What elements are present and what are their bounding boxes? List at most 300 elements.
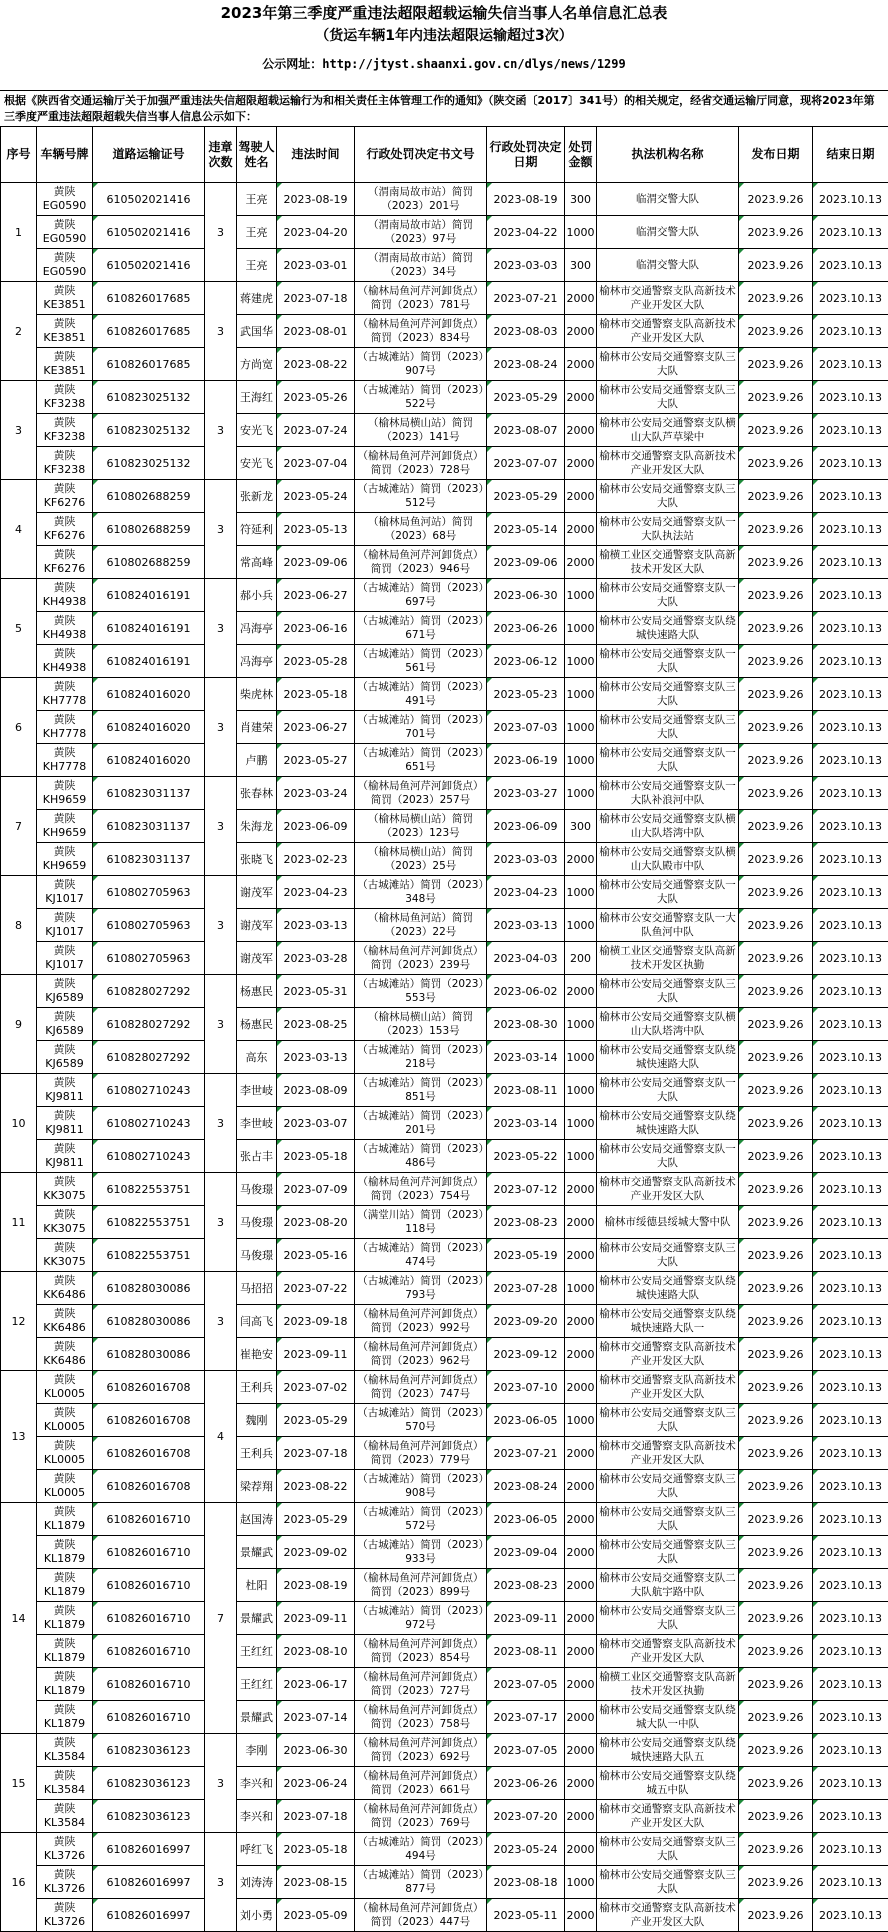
cell-driver: 高东 [237, 1041, 277, 1074]
cell-permit: 610826016710 [93, 1602, 205, 1635]
cell-org: 榆林市公安局交通警察支队三大队 [597, 1866, 739, 1899]
cell-end: 2023.10.13 [813, 876, 888, 909]
cell-amount: 2000 [565, 1173, 597, 1206]
cell-decision-date: 2023-03-14 [487, 1041, 565, 1074]
cell-plate: 黄陕KK3075 [37, 1173, 93, 1206]
col-header-end: 结束日期 [813, 127, 888, 183]
cell-end: 2023.10.13 [813, 183, 888, 216]
cell-date: 2023-03-01 [277, 249, 355, 282]
cell-driver: 符延利 [237, 513, 277, 546]
cell-driver: 王红红 [237, 1668, 277, 1701]
cell-decision-date: 2023-08-30 [487, 1008, 565, 1041]
cell-doc: （榆林局鱼河芹河卸货点）简罚（2023）661号 [355, 1767, 487, 1800]
cell-permit: 610823025132 [93, 381, 205, 414]
cell-amount: 2000 [565, 1602, 597, 1635]
table-row [1, 579, 888, 612]
cell-amount: 200 [565, 942, 597, 975]
cell-decision-date: 2023-08-18 [487, 1866, 565, 1899]
cell-decision-date: 2023-08-11 [487, 1635, 565, 1668]
cell-doc: （榆林局鱼河芹河卸货点）简罚（2023）834号 [355, 315, 487, 348]
table-row [1, 678, 888, 711]
cell-plate: 黄陕KE3851 [37, 315, 93, 348]
table-row [1, 1140, 888, 1173]
cell-end: 2023.10.13 [813, 1866, 888, 1899]
cell-amount: 2000 [565, 282, 597, 315]
cell-driver: 刘小勇 [237, 1899, 277, 1932]
cell-amount: 2000 [565, 1305, 597, 1338]
cell-count: 4 [205, 1371, 237, 1503]
cell-seq: 16 [1, 1833, 37, 1932]
cell-decision-date: 2023-08-07 [487, 414, 565, 447]
cell-publish: 2023.9.26 [739, 1734, 813, 1767]
cell-publish: 2023.9.26 [739, 1668, 813, 1701]
cell-doc: （榆林局鱼河芹河卸货点）简罚（2023）992号 [355, 1305, 487, 1338]
cell-driver: 刘涛涛 [237, 1866, 277, 1899]
cell-end: 2023.10.13 [813, 1437, 888, 1470]
cell-doc: （榆林局鱼河芹河卸货点）简罚（2023）754号 [355, 1173, 487, 1206]
cell-permit: 610822553751 [93, 1206, 205, 1239]
cell-amount: 1000 [565, 1074, 597, 1107]
cell-decision-date: 2023-05-11 [487, 1899, 565, 1932]
cell-doc: （榆林局鱼河站）简罚（2023）68号 [355, 513, 487, 546]
cell-publish: 2023.9.26 [739, 909, 813, 942]
cell-date: 2023-08-09 [277, 1074, 355, 1107]
cell-org: 榆林市公安局交通警察支队绕城大队一中队 [597, 1701, 739, 1734]
cell-decision-date: 2023-07-17 [487, 1701, 565, 1734]
cell-amount: 2000 [565, 1767, 597, 1800]
cell-publish: 2023.9.26 [739, 645, 813, 678]
cell-amount: 2000 [565, 1338, 597, 1371]
cell-decision-date: 2023-06-05 [487, 1503, 565, 1536]
cell-plate: 黄陕KF6276 [37, 480, 93, 513]
cell-org: 榆林市公安交通警察支队一大队鱼河中队 [597, 909, 739, 942]
cell-amount: 2000 [565, 546, 597, 579]
cell-decision-date: 2023-08-11 [487, 1074, 565, 1107]
table-row [1, 876, 888, 909]
table-row [1, 1866, 888, 1899]
cell-plate: 黄陕KH4938 [37, 579, 93, 612]
cell-amount: 1000 [565, 1107, 597, 1140]
table-row [1, 1701, 888, 1734]
cell-end: 2023.10.13 [813, 480, 888, 513]
table-row [1, 348, 888, 381]
table-body [1, 183, 888, 1932]
cell-publish: 2023.9.26 [739, 348, 813, 381]
cell-date: 2023-08-25 [277, 1008, 355, 1041]
cell-plate: 黄陕KL0005 [37, 1404, 93, 1437]
cell-publish: 2023.9.26 [739, 1008, 813, 1041]
cell-decision-date: 2023-03-27 [487, 777, 565, 810]
cell-date: 2023-03-13 [277, 909, 355, 942]
cell-org: 榆林市公安局交通警察支队绕城快速路大队 [597, 1041, 739, 1074]
cell-amount: 1000 [565, 909, 597, 942]
cell-driver: 方尚宽 [237, 348, 277, 381]
cell-decision-date: 2023-06-09 [487, 810, 565, 843]
cell-count: 3 [205, 678, 237, 777]
cell-doc: （古城滩站）简罚（2023）218号 [355, 1041, 487, 1074]
cell-plate: 黄陕KK6486 [37, 1338, 93, 1371]
cell-permit: 610826016708 [93, 1470, 205, 1503]
cell-date: 2023-05-27 [277, 744, 355, 777]
cell-date: 2023-05-29 [277, 1404, 355, 1437]
cell-driver: 常高峰 [237, 546, 277, 579]
cell-publish: 2023.9.26 [739, 612, 813, 645]
table-row [1, 744, 888, 777]
table-row [1, 1338, 888, 1371]
cell-doc: （古城滩站）简罚（2023）474号 [355, 1239, 487, 1272]
cell-decision-date: 2023-04-23 [487, 876, 565, 909]
cell-doc: （榆林局鱼河芹河卸货点）简罚（2023）257号 [355, 777, 487, 810]
cell-end: 2023.10.13 [813, 678, 888, 711]
cell-driver: 王亮 [237, 249, 277, 282]
table-row [1, 1503, 888, 1536]
cell-publish: 2023.9.26 [739, 381, 813, 414]
cell-plate: 黄陕KF3238 [37, 381, 93, 414]
cell-amount: 2000 [565, 1668, 597, 1701]
cell-decision-date: 2023-07-21 [487, 1437, 565, 1470]
cell-permit: 610802710243 [93, 1074, 205, 1107]
cell-permit: 610502021416 [93, 183, 205, 216]
cell-driver: 李世岐 [237, 1074, 277, 1107]
cell-permit: 610826016708 [93, 1404, 205, 1437]
cell-driver: 景耀武 [237, 1602, 277, 1635]
cell-publish: 2023.9.26 [739, 1173, 813, 1206]
cell-permit: 610826016710 [93, 1668, 205, 1701]
cell-end: 2023.10.13 [813, 909, 888, 942]
cell-plate: 黄陕KH9659 [37, 843, 93, 876]
cell-driver: 马招招 [237, 1272, 277, 1305]
table-header-row [1, 127, 888, 183]
cell-amount: 1000 [565, 1272, 597, 1305]
cell-doc: （榆林局鱼河芹河卸货点）简罚（2023）779号 [355, 1437, 487, 1470]
cell-doc: （古城滩站）简罚（2023）486号 [355, 1140, 487, 1173]
cell-plate: 黄陕KK6486 [37, 1272, 93, 1305]
cell-plate: 黄陕KL1879 [37, 1701, 93, 1734]
cell-publish: 2023.9.26 [739, 183, 813, 216]
cell-doc: （古城滩站）简罚（2023）522号 [355, 381, 487, 414]
cell-date: 2023-07-02 [277, 1371, 355, 1404]
cell-doc: （古城滩站）简罚（2023）793号 [355, 1272, 487, 1305]
cell-driver: 张春林 [237, 777, 277, 810]
cell-org: 榆林市公安局交通警察支队一大队 [597, 744, 739, 777]
cell-amount: 1000 [565, 1404, 597, 1437]
cell-plate: 黄陕KJ6589 [37, 975, 93, 1008]
cell-permit: 610828030086 [93, 1338, 205, 1371]
cell-amount: 2000 [565, 381, 597, 414]
cell-driver: 张晓飞 [237, 843, 277, 876]
cell-end: 2023.10.13 [813, 1800, 888, 1833]
cell-seq: 13 [1, 1371, 37, 1503]
cell-permit: 610802688259 [93, 480, 205, 513]
cell-driver: 朱海龙 [237, 810, 277, 843]
cell-plate: 黄陕KL0005 [37, 1371, 93, 1404]
cell-end: 2023.10.13 [813, 1701, 888, 1734]
cell-end: 2023.10.13 [813, 348, 888, 381]
cell-plate: 黄陕KL3726 [37, 1833, 93, 1866]
cell-decision-date: 2023-07-05 [487, 1734, 565, 1767]
cell-plate: 黄陕KJ9811 [37, 1074, 93, 1107]
cell-doc: （榆林局横山站）简罚（2023）141号 [355, 414, 487, 447]
cell-driver: 冯海亭 [237, 645, 277, 678]
cell-org: 榆林市公安局交通警察支队横山大队殿市中队 [597, 843, 739, 876]
col-header-amount: 处罚金额 [565, 127, 597, 183]
cell-plate: 黄陕KL3726 [37, 1899, 93, 1932]
cell-permit: 610802705963 [93, 942, 205, 975]
cell-publish: 2023.9.26 [739, 513, 813, 546]
table-row [1, 1470, 888, 1503]
table-row [1, 1800, 888, 1833]
table-row [1, 1173, 888, 1206]
table-row [1, 1767, 888, 1800]
cell-count: 3 [205, 1833, 237, 1932]
cell-amount: 300 [565, 249, 597, 282]
cell-seq: 8 [1, 876, 37, 975]
cell-doc: （榆林局鱼河芹河卸货点）简罚（2023）962号 [355, 1338, 487, 1371]
cell-amount: 1000 [565, 678, 597, 711]
table-row [1, 1635, 888, 1668]
cell-end: 2023.10.13 [813, 975, 888, 1008]
cell-date: 2023-03-13 [277, 1041, 355, 1074]
cell-amount: 2000 [565, 1437, 597, 1470]
cell-permit: 610826016708 [93, 1437, 205, 1470]
cell-plate: 黄陕KJ6589 [37, 1041, 93, 1074]
cell-amount: 2000 [565, 1503, 597, 1536]
cell-publish: 2023.9.26 [739, 876, 813, 909]
cell-end: 2023.10.13 [813, 1305, 888, 1338]
cell-publish: 2023.9.26 [739, 216, 813, 249]
cell-plate: 黄陕KJ1017 [37, 942, 93, 975]
cell-driver: 柴虎林 [237, 678, 277, 711]
cell-end: 2023.10.13 [813, 1734, 888, 1767]
cell-plate: 黄陕KE3851 [37, 282, 93, 315]
cell-driver: 安光飞 [237, 447, 277, 480]
cell-end: 2023.10.13 [813, 1008, 888, 1041]
cell-org: 榆横工业区交通警察支队高新技术开发区执勤 [597, 1668, 739, 1701]
table-row [1, 810, 888, 843]
cell-publish: 2023.9.26 [739, 1833, 813, 1866]
cell-end: 2023.10.13 [813, 942, 888, 975]
cell-driver: 李兴和 [237, 1767, 277, 1800]
cell-publish: 2023.9.26 [739, 1140, 813, 1173]
cell-decision-date: 2023-03-14 [487, 1107, 565, 1140]
cell-publish: 2023.9.26 [739, 480, 813, 513]
table-row [1, 1371, 888, 1404]
cell-amount: 1000 [565, 777, 597, 810]
cell-permit: 610802688259 [93, 546, 205, 579]
cell-count: 7 [205, 1503, 237, 1734]
cell-date: 2023-07-14 [277, 1701, 355, 1734]
cell-amount: 2000 [565, 414, 597, 447]
cell-doc: （渭南局故市站）简罚（2023）201号 [355, 183, 487, 216]
cell-decision-date: 2023-05-23 [487, 678, 565, 711]
cell-doc: （榆林局鱼河芹河卸货点）简罚（2023）747号 [355, 1371, 487, 1404]
cell-date: 2023-09-18 [277, 1305, 355, 1338]
cell-date: 2023-08-20 [277, 1206, 355, 1239]
cell-doc: （古城滩站）简罚（2023）851号 [355, 1074, 487, 1107]
cell-plate: 黄陕KL1879 [37, 1536, 93, 1569]
cell-permit: 610824016020 [93, 678, 205, 711]
table-row [1, 1107, 888, 1140]
cell-amount: 2000 [565, 843, 597, 876]
cell-driver: 马俊璟 [237, 1206, 277, 1239]
cell-end: 2023.10.13 [813, 249, 888, 282]
table-row [1, 1437, 888, 1470]
cell-decision-date: 2023-07-05 [487, 1668, 565, 1701]
cell-decision-date: 2023-06-05 [487, 1404, 565, 1437]
cell-date: 2023-05-09 [277, 1899, 355, 1932]
cell-plate: 黄陕KL3584 [37, 1767, 93, 1800]
cell-plate: 黄陕KF6276 [37, 513, 93, 546]
cell-driver: 李世岐 [237, 1107, 277, 1140]
cell-org: 榆林市公安局交通警察支队三大队 [597, 348, 739, 381]
cell-date: 2023-09-11 [277, 1338, 355, 1371]
cell-end: 2023.10.13 [813, 1833, 888, 1866]
table-row [1, 1008, 888, 1041]
table-row [1, 546, 888, 579]
cell-decision-date: 2023-08-24 [487, 348, 565, 381]
cell-org: 榆林市公安局交通警察支队一大队补浪河中队 [597, 777, 739, 810]
cell-publish: 2023.9.26 [739, 1305, 813, 1338]
cell-publish: 2023.9.26 [739, 282, 813, 315]
cell-end: 2023.10.13 [813, 1272, 888, 1305]
table-row [1, 942, 888, 975]
cell-count: 3 [205, 381, 237, 480]
cell-decision-date: 2023-06-02 [487, 975, 565, 1008]
cell-end: 2023.10.13 [813, 546, 888, 579]
cell-publish: 2023.9.26 [739, 942, 813, 975]
cell-decision-date: 2023-09-04 [487, 1536, 565, 1569]
cell-permit: 610826017685 [93, 315, 205, 348]
cell-date: 2023-05-29 [277, 1503, 355, 1536]
cell-org: 榆林市公安局交通警察支队三大队 [597, 1404, 739, 1437]
cell-publish: 2023.9.26 [739, 1767, 813, 1800]
cell-decision-date: 2023-05-24 [487, 1833, 565, 1866]
cell-driver: 呼红飞 [237, 1833, 277, 1866]
cell-amount: 2000 [565, 1899, 597, 1932]
cell-publish: 2023.9.26 [739, 1503, 813, 1536]
publish-url-link[interactable]: http://jtyst.shaanxi.gov.cn/dlys/news/1299 [322, 57, 625, 71]
cell-date: 2023-05-18 [277, 678, 355, 711]
table-row [1, 447, 888, 480]
table-row [1, 1569, 888, 1602]
cell-org: 临渭交警大队 [597, 249, 739, 282]
cell-plate: 黄陕KL1879 [37, 1503, 93, 1536]
cell-driver: 卢鹏 [237, 744, 277, 777]
cell-org: 榆林市公安局交通警察支队一大队执法站 [597, 513, 739, 546]
cell-doc: （古城滩站）简罚（2023）512号 [355, 480, 487, 513]
cell-decision-date: 2023-06-30 [487, 579, 565, 612]
cell-doc: （满堂川站）简罚（2023）118号 [355, 1206, 487, 1239]
cell-publish: 2023.9.26 [739, 546, 813, 579]
cell-publish: 2023.9.26 [739, 678, 813, 711]
table-row [1, 1833, 888, 1866]
cell-end: 2023.10.13 [813, 1140, 888, 1173]
cell-amount: 2000 [565, 480, 597, 513]
cell-org: 临渭交警大队 [597, 183, 739, 216]
cell-org: 榆林市公安局交通警察支队三大队 [597, 480, 739, 513]
intro-paragraph: 根据《陕西省交通运输厅关于加强严重违法失信超限超载运输行为和相关责任主体管理工作的通知》（陕交函〔2017〕341号）的相关规定，经省交通运输厅同意，现将2023年第三季度严重违法超限超载失信当事人信息公示如下： [0, 90, 888, 126]
cell-publish: 2023.9.26 [739, 1239, 813, 1272]
cell-driver: 杨惠民 [237, 1008, 277, 1041]
cell-seq: 1 [1, 183, 37, 282]
cell-doc: （古城滩站）简罚（2023）348号 [355, 876, 487, 909]
table-row [1, 1239, 888, 1272]
cell-decision-date: 2023-03-03 [487, 249, 565, 282]
cell-date: 2023-08-01 [277, 315, 355, 348]
cell-publish: 2023.9.26 [739, 1272, 813, 1305]
cell-doc: （榆林局鱼河芹河卸货点）简罚（2023）692号 [355, 1734, 487, 1767]
cell-doc: （榆林局鱼河站）简罚（2023）22号 [355, 909, 487, 942]
cell-permit: 610823031137 [93, 810, 205, 843]
cell-publish: 2023.9.26 [739, 447, 813, 480]
cell-plate: 黄陕KE3851 [37, 348, 93, 381]
cell-permit: 610802688259 [93, 513, 205, 546]
cell-driver: 闫高飞 [237, 1305, 277, 1338]
publish-url-row [0, 50, 888, 78]
cell-decision-date: 2023-05-19 [487, 1239, 565, 1272]
cell-decision-date: 2023-07-10 [487, 1371, 565, 1404]
col-header-org: 执法机构名称 [597, 127, 739, 183]
cell-date: 2023-07-24 [277, 414, 355, 447]
cell-count: 3 [205, 1173, 237, 1272]
cell-decision-date: 2023-04-03 [487, 942, 565, 975]
cell-publish: 2023.9.26 [739, 1800, 813, 1833]
cell-date: 2023-06-27 [277, 579, 355, 612]
cell-permit: 610826016710 [93, 1536, 205, 1569]
cell-end: 2023.10.13 [813, 1635, 888, 1668]
cell-date: 2023-06-17 [277, 1668, 355, 1701]
cell-date: 2023-03-28 [277, 942, 355, 975]
table-row [1, 1272, 888, 1305]
cell-amount: 2000 [565, 447, 597, 480]
cell-end: 2023.10.13 [813, 579, 888, 612]
cell-permit: 610828030086 [93, 1305, 205, 1338]
cell-plate: 黄陕KL3584 [37, 1800, 93, 1833]
cell-permit: 610823031137 [93, 777, 205, 810]
cell-org: 榆林市公安局交通警察支队横山大队芦草梁中 [597, 414, 739, 447]
cell-publish: 2023.9.26 [739, 1602, 813, 1635]
cell-decision-date: 2023-08-23 [487, 1569, 565, 1602]
cell-date: 2023-03-07 [277, 1107, 355, 1140]
cell-permit: 610824016020 [93, 744, 205, 777]
cell-doc: （古城滩站）简罚（2023）877号 [355, 1866, 487, 1899]
cell-plate: 黄陕KH9659 [37, 777, 93, 810]
cell-permit: 610502021416 [93, 249, 205, 282]
cell-date: 2023-03-24 [277, 777, 355, 810]
cell-permit: 610824016020 [93, 711, 205, 744]
cell-amount: 2000 [565, 1371, 597, 1404]
cell-date: 2023-04-20 [277, 216, 355, 249]
cell-doc: （渭南局故市站）简罚（2023）34号 [355, 249, 487, 282]
cell-plate: 黄陕KK3075 [37, 1239, 93, 1272]
cell-publish: 2023.9.26 [739, 1536, 813, 1569]
cell-amount: 1000 [565, 1140, 597, 1173]
col-header-seq: 序号 [1, 127, 37, 183]
table-row [1, 414, 888, 447]
cell-end: 2023.10.13 [813, 216, 888, 249]
cell-org: 榆横工业区交通警察支队高新技术开发区执勤 [597, 942, 739, 975]
cell-end: 2023.10.13 [813, 1569, 888, 1602]
table-row [1, 777, 888, 810]
cell-end: 2023.10.13 [813, 744, 888, 777]
cell-end: 2023.10.13 [813, 1338, 888, 1371]
cell-decision-date: 2023-08-24 [487, 1470, 565, 1503]
cell-amount: 2000 [565, 1470, 597, 1503]
table-row [1, 1074, 888, 1107]
cell-decision-date: 2023-07-28 [487, 1272, 565, 1305]
cell-permit: 610826016710 [93, 1503, 205, 1536]
cell-org: 榆林市公安局交通警察支队一大队 [597, 645, 739, 678]
